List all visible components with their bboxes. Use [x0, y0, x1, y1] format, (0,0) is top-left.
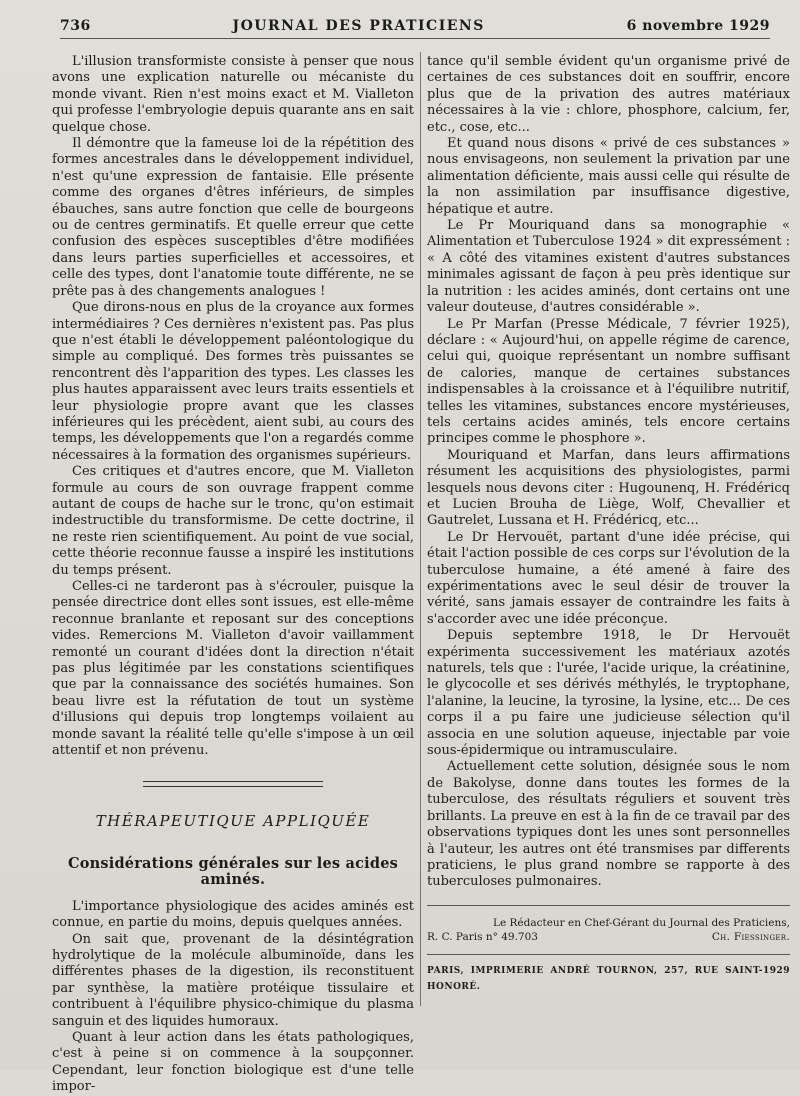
printer-year: 1929 [762, 965, 790, 976]
editor-name: Ch. Fiessinger. [711, 930, 790, 943]
paragraph: Mouriquand et Marfan, dans leurs affirmations résument les acquisitions des physiologistes, parmi lesquels nous devons citer : Hugounenq, H. Frédéricq et Lucien Brouha de Liège, Wolf, Chevallier et Gautrelet, Lussana et H. Frédéricq, etc... [427, 447, 790, 529]
page-header [60, 14, 770, 39]
paragraph: L'illusion transformiste consiste à penser que nous avons une explication naturelle ou mécaniste du monde vivant. Rien n'est moins exact et M. Vialleton qui professe l'embryologie depuis quarante ans en sait quelque chose. [52, 54, 414, 135]
section-separator [143, 781, 323, 787]
paragraph: Quant à leur action dans les états pathologiques, c'est à peine si on commence à la soupçonner. Cependant, leur fonction biologique est d'une telle impor- [52, 1029, 414, 1095]
printer-imprint [427, 954, 790, 996]
paragraph: Que dirons-nous en plus de la croyance aux formes intermédiaires ? Ces dernières n'existent pas. Pas plus que n'est établi le développement paléontologique du simple au compliqué. Des formes très puissantes se rencontrent dès l'apparition des types. Les classes les plus hautes apparaissent avec leurs traits essentiels et leur physiologie propre avant que les classes inférieures qui les précèdent, aient subi, au cours des temps, les développements que l'on a regardés comme nécessaires à la formation des organismes supérieurs. [52, 300, 414, 463]
section-title: THÉRAPEUTIQUE APPLIQUÉE [95, 812, 371, 831]
paragraph: Ces critiques et d'autres encore, que M. Vialleton formule au cours de son ouvrage frappent comme autant de coups de hache sur le tronc, qu'on estimait indestructible du transformisme. De cette doctrine, il ne reste rien scientifiquement. Au point de vue social, cette théorie reconnue fausse a inspiré les institutions du temps présent. [52, 464, 414, 578]
footer-rule [427, 905, 790, 906]
page-number: 736 [60, 18, 91, 34]
paragraph: L'importance physiologique des acides aminés est connue, en partie du moins, depuis quelques années. [52, 898, 414, 931]
paragraph: Il démontre que la fameuse loi de la répétition des formes ancestrales dans le développement individuel, n'est qu'une expression de fantaisie. Elle présente comme des organes d'êtres inférieurs, de simples ébauches, sans autre fonction que celle de bourgeons ou de centres germinatifs. Et quelle erreur que cette confusion des espèces susceptibles d'être modifiées dans leurs parties superficielles et accessoires, et celle des types, dont l'anatomie toute différente, ne se prête pas à des changements analogues ! [52, 136, 414, 299]
issue-date: 6 novembre 1929 [626, 18, 770, 34]
paragraph: Depuis septembre 1918, le Dr Hervouët expérimenta successivement les matériaux azotés naturels, tels que : l'urée, l'acide urique, la créatinine, le glycocolle et ses dérivés méthylés, le tryptophane, l'alanine, la leucine, la tyrosine, la lysine, etc... De ces corps il a pu faire une judicieuse sélection qu'il associa en une solution aqueuse, injectable par voie sous-épidermique ou intramusculaire. [427, 628, 790, 759]
registration-number: R. C. Paris n° 49.703 [427, 930, 538, 943]
paragraph: Le Pr Marfan (Presse Médicale, 7 février 1925), déclare : « Aujourd'hui, on appelle régime de carence, celui qui, quoique représentant un nombre suffisant de calories, manque de certaines substances indispensables à la croissance et à l'équilibre nutritif, telles les vitamines, substances encore mystérieuses, tels certains acides aminés, tels encore certains principes comme le phosphore ». [427, 316, 790, 447]
paragraph: Le Pr Mouriquand dans sa monographie « Alimentation et Tuberculose 1924 » dit expressément : « A côté des vitamines existent d'autres substances minimales agissant de façon à peu près identique sur la nutrition : les acides aminés, dont certains ont une valeur douteuse, d'autres considérable ». [427, 218, 790, 316]
paragraph: Le Dr Hervouët, partant d'une idée précise, qui était l'action possible de ces corps sur l'évolution de la tuberculose humaine, a été amené à faire des expérimentations avec le seul désir de trouver la vérité, sans jamais essayer de contraindre les faits à s'accorder avec une idée préconçue. [427, 529, 790, 627]
signature-line: Le Rédacteur en Chef-Gérant du Journal des Praticiens, [492, 916, 790, 929]
editor-signature [427, 916, 790, 944]
article-title: Considérations générales sur les acides aminés. [68, 854, 398, 889]
right-column [427, 54, 790, 996]
paragraph: Actuellement cette solution, désignée sous le nom de Bakolyse, donne dans toutes les formes de la tuberculose, des résultats réguliers et souvent très brillants. La preuve en est à la fin de ce travail par des observations typiques dont les unes sont personnelles à l'auteur, les autres ont été transmises par differents praticiens, le plus grand nombre se rapporte à des tuberculoses pulmonaires. [427, 759, 790, 890]
paragraph: tance qu'il semble évident qu'un organisme privé de certaines de ces substances doit en souffrir, encore plus que de la privation des autres matériaux nécessaires à la vie : chlore, phosphore, calcium, fer, etc., cose, etc... [427, 54, 790, 135]
column-divider [420, 52, 421, 1006]
paragraph: Celles-ci ne tarderont pas à s'écrouler, puisque la pensée directrice dont elles sont issues, est elle-même reconnue branlante et reposant sur des conceptions vides. Remercions M. Vialleton d'avoir vaillamment remonté un courant d'idées dont la direction n'était pas plus légitimée par les constations scientifiques que par la connaissance des sociétés humaines. Son beau livre est la réfutation de tout un système d'illusions qui depuis trop longtemps voilaient au monde savant la réalité telle qu'elle s'impose à un œil attentif et non prévenu. [52, 579, 414, 759]
printer-address: PARIS, IMPRIMERIE ANDRÉ TOURNON, 257, RUE SAINT-HONORÉ. [427, 965, 763, 993]
paragraph: Et quand nous disons « privé de ces substances » nous envisageons, non seulement la privation par une alimentation déficiente, mais aussi celle qui résulte de la non assimilation par insuffisance digestive, hépatique et autre. [427, 136, 790, 217]
paragraph: On sait que, provenant de la désintégration hydrolytique de la molécule albuminoïde, dans les différentes phases de la digestion, ils reconstituent par synthèse, la matière protéique tissulaire et contribuent à l'équilibre physico-chimique du plasma sanguin et des liquides humoraux. [52, 931, 414, 1029]
left-column [52, 54, 414, 1096]
journal-title: JOURNAL DES PRATICIENS [232, 18, 485, 34]
